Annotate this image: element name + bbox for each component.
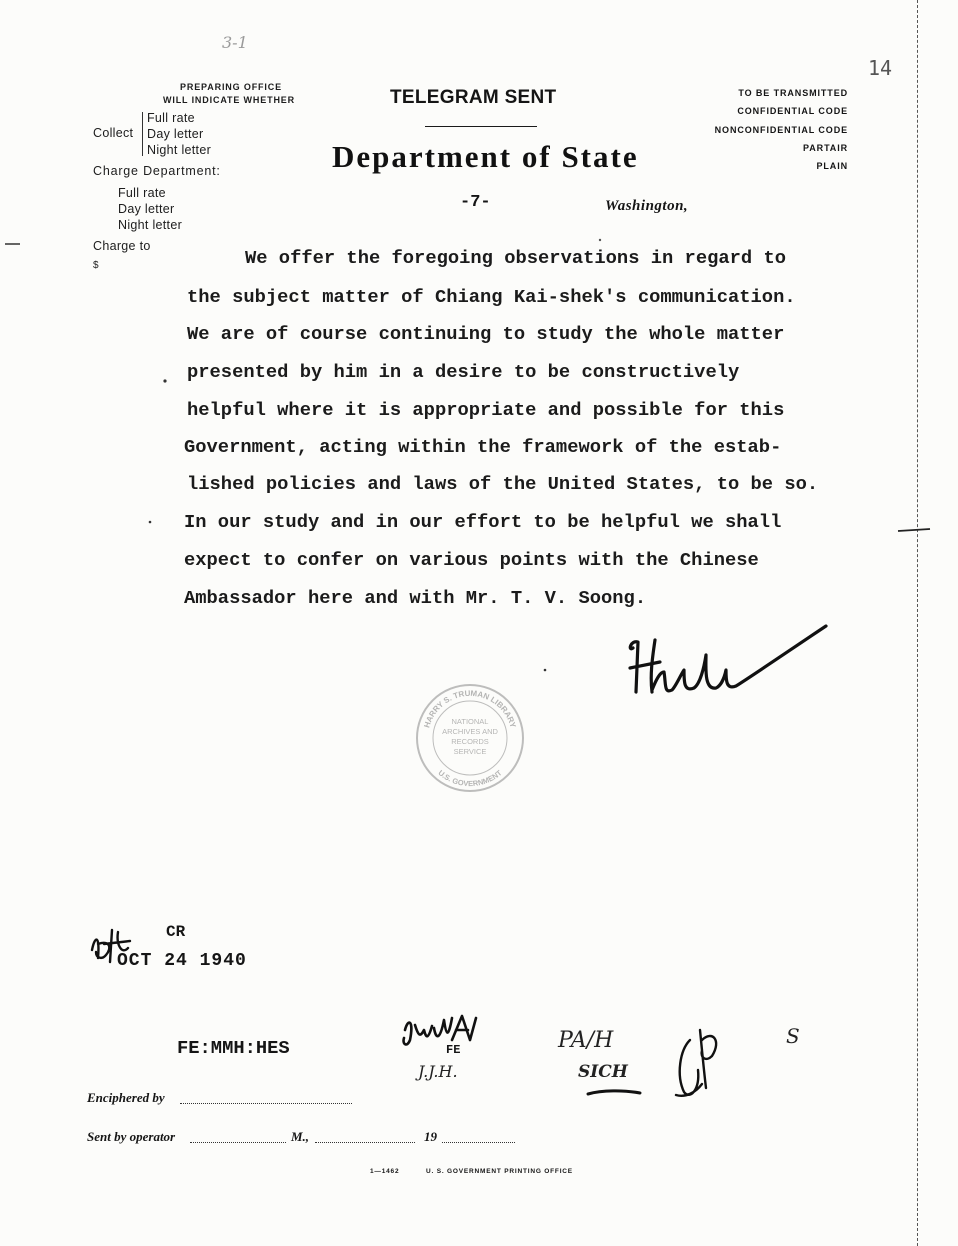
year-prefix: 19 xyxy=(424,1129,437,1144)
transmission-options xyxy=(715,84,848,175)
signature xyxy=(630,626,826,692)
initials-scribble xyxy=(676,1030,716,1096)
preparing-office-line2: WILL INDICATE WHETHER xyxy=(163,95,296,105)
stamp-bottom-textpath: U.S. GOVERNMENT xyxy=(436,768,504,789)
charge-option-day-letter: Day letter xyxy=(118,202,175,216)
stamp-outer-ring xyxy=(417,685,523,791)
collect-option-day-letter: Day letter xyxy=(147,127,204,141)
title-rule xyxy=(425,126,537,127)
stray-mark xyxy=(163,379,166,382)
body-line: Government, acting within the framework of the estab- xyxy=(184,436,782,458)
right-margin-tick xyxy=(898,529,930,531)
printer-code: 1—1462 xyxy=(370,1168,400,1175)
charge-option-full-rate: Full rate xyxy=(118,186,166,200)
body-line: We are of course continuing to study the whole matter xyxy=(187,323,785,345)
page-marker: -7- xyxy=(460,193,491,212)
transmission-option: NONCONFIDENTIAL CODE xyxy=(714,124,848,135)
operator-line xyxy=(190,1142,286,1143)
margin-mark: S xyxy=(786,1024,800,1048)
transmission-option: PARTAIR xyxy=(803,142,848,153)
sent-by-operator-label: Sent by operator xyxy=(87,1129,176,1144)
transmission-option: TO BE TRANSMITTED xyxy=(738,88,848,98)
body-line: Ambassador here and with Mr. T. V. Soong. xyxy=(184,587,647,609)
department-name: Department of State xyxy=(332,139,639,174)
date-stamp-date: OCT 24 1940 xyxy=(117,951,247,971)
collect-option-full-rate: Full rate xyxy=(147,111,195,125)
collect-bracket xyxy=(142,112,146,156)
date-stamp-initials: CR xyxy=(166,923,186,941)
charge-to-label: Charge to xyxy=(93,239,151,253)
stamp-inner-ring xyxy=(433,701,507,775)
charge-option-night-letter: Night letter xyxy=(118,218,183,232)
archive-stamp xyxy=(417,685,523,791)
stamp-top-text xyxy=(422,689,518,730)
stamp-center-line: SERVICE xyxy=(453,747,487,756)
enciphered-by-line xyxy=(180,1103,352,1104)
pa-underline xyxy=(588,1091,640,1094)
pa-mark: PA/H xyxy=(558,1028,614,1053)
transmission-option: CONFIDENTIAL CODE xyxy=(737,106,848,117)
charge-department-label: Charge Department: xyxy=(93,164,221,178)
year-line xyxy=(442,1142,515,1143)
body-line: We offer the foregoing observations in regard to xyxy=(245,247,786,269)
location: Washington, xyxy=(605,198,689,214)
page-number: 14 xyxy=(868,56,893,80)
body-line: helpful where it is appropriate and possible for this xyxy=(187,399,785,421)
body-line: the subject matter of Chiang Kai-shek's communication. xyxy=(187,286,796,308)
body-line: presented by him in a desire to be constructively xyxy=(187,361,740,383)
pa-initials: SICH xyxy=(578,1062,628,1082)
stray-mark xyxy=(149,521,152,524)
transmission-option: PLAIN xyxy=(816,161,848,172)
stray-mark xyxy=(544,669,547,672)
right-margin-line xyxy=(917,0,918,1246)
stamp-bottom-text xyxy=(436,768,503,788)
body-line: expect to confer on various points with the Chinese xyxy=(184,549,759,571)
document-title: TELEGRAM SENT xyxy=(390,87,557,108)
body-line: In our study and in our effort to be helpful we shall xyxy=(184,511,782,533)
preparing-office-line1: PREPARING OFFICE xyxy=(180,82,282,92)
handwritten-top-note: 3-1 xyxy=(222,33,248,52)
stamp-top-textpath: HARRY S. TRUMAN LIBRARY xyxy=(422,688,518,729)
stamp-center-line: RECORDS xyxy=(451,737,489,746)
stray-mark xyxy=(599,239,601,241)
enciphered-by-label: Enciphered by xyxy=(87,1090,165,1105)
printer-name: U. S. GOVERNMENT PRINTING OFFICE xyxy=(426,1168,573,1175)
collect-label: Collect xyxy=(93,126,134,140)
collect-option-night-letter: Night letter xyxy=(147,143,212,157)
approval-office: FE xyxy=(446,1043,461,1057)
reference-code: FE:MMH:HES xyxy=(177,1037,290,1059)
time-line xyxy=(315,1142,415,1143)
approval-scribble xyxy=(404,1016,476,1044)
stamp-center-line: ARCHIVES AND xyxy=(442,727,498,736)
stamp-center-line: NATIONAL xyxy=(451,717,489,726)
body-line: lished policies and laws of the United States, to be so. xyxy=(187,473,819,495)
approval-initials: J.J.H. xyxy=(418,1062,458,1081)
currency-symbol: $ xyxy=(93,260,99,271)
m-label: M., xyxy=(291,1129,310,1144)
